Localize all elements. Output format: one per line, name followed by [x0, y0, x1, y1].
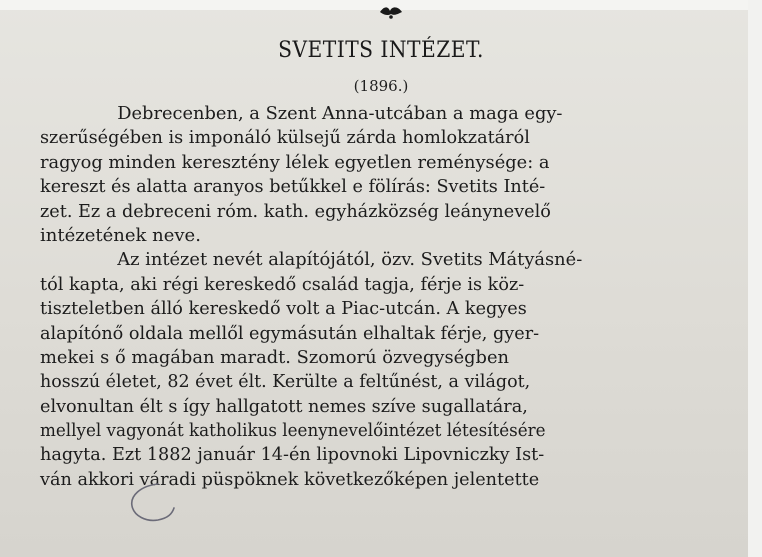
publication-year: (1896.): [353, 77, 409, 95]
text-line: hosszú életet, 82 évet élt. Kerülte a feltűnést, a világot,: [40, 371, 531, 393]
text-line: mekei s ő magában maradt. Szomorú özvegységben: [40, 346, 509, 368]
text-line: tiszteletben álló kereskedő volt a Piac-utcán. A kegyes: [40, 298, 527, 320]
text-line: kereszt és alatta aranyos betűkkel e fölírás: Svetits Inté-: [40, 176, 546, 198]
text-line: zet. Ez a debreceni róm. kath. egyházközség leánynevelő: [40, 200, 551, 222]
page-title: SVETITS INTÉZET.: [278, 38, 484, 63]
text-line: tól kapta, aki régi kereskedő család tagja, férje is köz-: [40, 273, 525, 295]
text-line: hagyta. Ezt 1882 január 14-én lipovnoki Lipovniczky Ist-: [40, 444, 545, 466]
text-line: Debrecenben, a Szent Anna-utcában a maga egy-: [117, 103, 563, 124]
text-line: szerűségében is imponáló külsejű zárda homlokzatáról: [40, 127, 530, 149]
text-line: intézetének neve.: [40, 224, 201, 246]
text-line: mellyel vagyonát katholikus leenynevelőintézet létesítésére: [40, 420, 546, 442]
text-line: ragyog minden keresztény lélek egyetlen reménysége: a: [40, 151, 550, 173]
text-line: alapítónő oldala mellől egymásután elhaltak férje, gyer-: [40, 322, 540, 344]
text-line: Az intézet nevét alapítójától, özv. Svetits Mátyásné-: [117, 249, 583, 271]
fleuron-icon: [372, 2, 412, 22]
body-text: [40, 102, 720, 492]
text-line: ván akkori váradi püspöknek következőképen jelentette: [40, 468, 540, 490]
text-line: elvonultan élt s így hallgatott nemes szíve sugallatára,: [40, 395, 528, 417]
